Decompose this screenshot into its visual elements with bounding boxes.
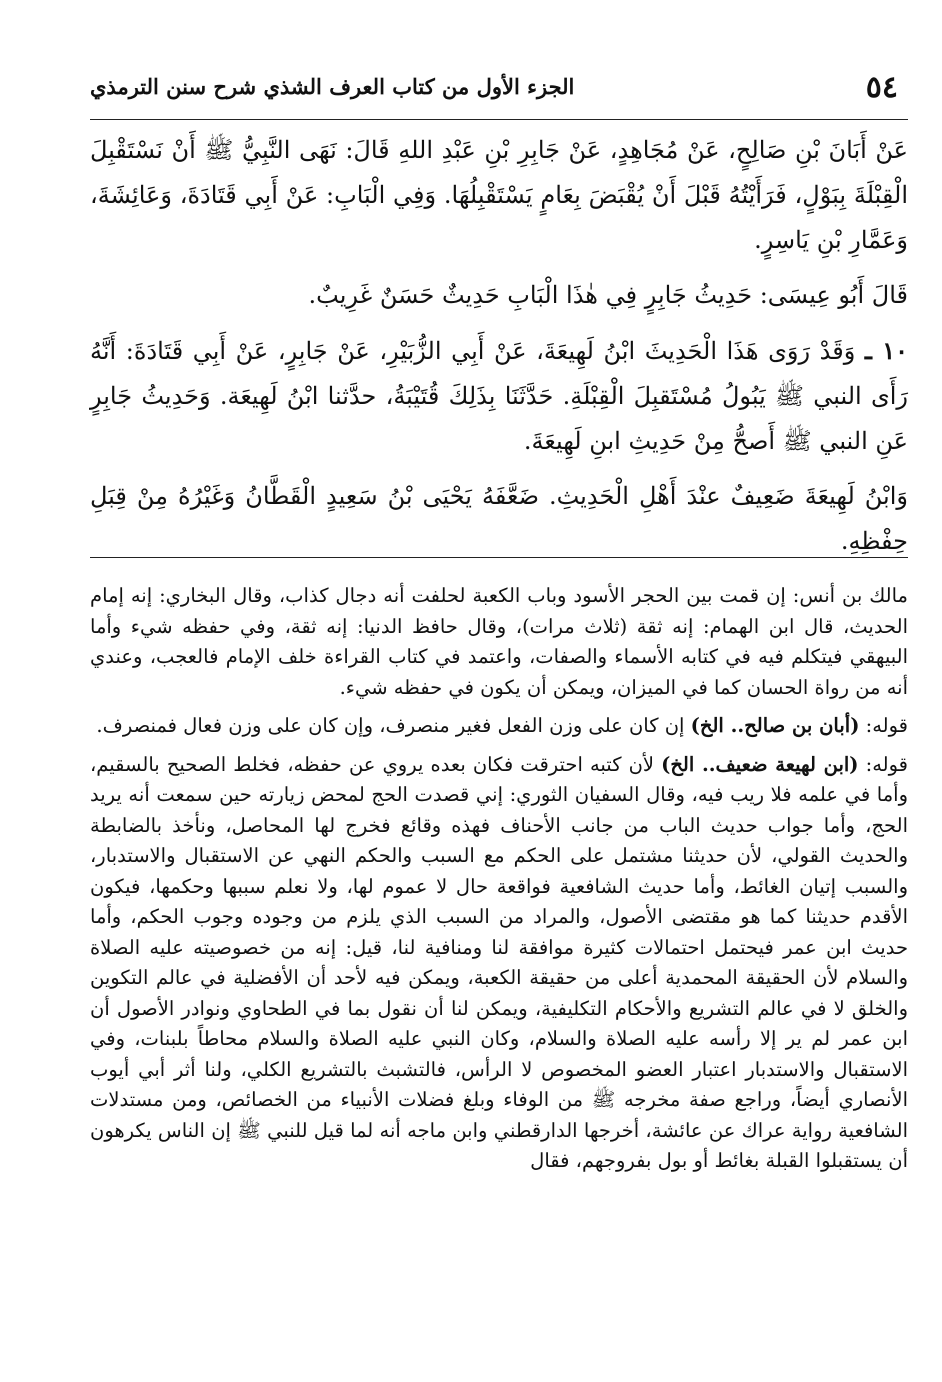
quoted-phrase: (ابن لهيعة ضعيف.. الخ): [661, 752, 859, 776]
footnote-divider: [90, 557, 908, 558]
hadith-paragraph: قَالَ أَبُو عِيسَى: حَدِيثُ جَابِرٍ فِي هٰذَا الْبَابِ حَدِيثٌ حَسَنٌ غَرِيبٌ.: [308, 281, 908, 309]
commentary-body: إن كان على وزن الفعل فغير منصرف، وإن كان على وزن فعال فمنصرف.: [96, 714, 685, 737]
header-divider: [90, 119, 908, 120]
commentary-paragraph: مالك بن أنس: إن قمت بين الحجر الأسود وباب الكعبة لحلفت أنه دجال كذاب، وقال البخاري: إنه إمام الحديث، قال ابن الهمام: إنه ثقة (ثلاث مرات)، وقال حافظ الدنيا: إنه ثقة، وفي حفظه شيء وأما البيهقي فيتكلم فيه في كتابه الأسماء والصفات، واعتمد في كتاب القراءة خلف الإمام فالعجب، وعندي أنه من رواة الحسان كما في الميزان، ويمكن أن يكون في حفظه شيء.: [90, 584, 908, 699]
hadith-paragraph: عَنْ أَبَانَ بْنِ صَالِحٍ، عَنْ مُجَاهِدٍ، عَنْ جَابِرِ بْنِ عَبْدِ اللهِ قَالَ: نَهَى النَّبِيُّ ﷺ أَنْ نَسْتَقْبِلَ الْقِبْلَةَ بِبَوْلٍ، فَرَأَيْتُهُ قَبْلَ أَنْ يُقْبَضَ بِعَامٍ يَسْتَقْبِلُهَا. وَفِي الْبَابِ: عَنْ أَبِي قَتَادَةَ، وَعَائِشَةَ، وَعَمَّارِ بْنِ يَاسِرٍ.: [90, 136, 909, 254]
commentary-body: لأن كتبه احترقت فكان بعده يروي عن حفظه، فخلط الصحيح بالسقيم، وأما في علمه فلا ريب فيه، وقال السفيان الثوري: إني قصدت الحج لمحض زيارته حين سمعت أنه يريد الحج، وأما جواب حديث الباب من جانب الأحناف فهذه وقائع فخرج لها المحاصل، ونأخذ بالضابطة والحديث القولي، لأن حديثنا مشتمل على الحكم مع السبب والحكم النهي عن الاستقبال والاستدبار، والسبب إتيان الغائط، وأما حديث الشافعية فواقعة حال لا عموم لها، ولا نعلم سببها وحكمها، فيكون الأقدم حديثنا كما هو مقتضى الأصول، والمراد من السبب الذي يلزم من وجوده وجوب الحكم، وأما حديث ابن عمر فيحتمل احتمالات كثيرة موافقة لنا ومنافية لنا، قيل: إنه من خصوصيته عليه الصلاة والسلام لأن الحقيقة المحمدية أعلى من حقيقة الكعبة، ويمكن فيه لأحد أن الأفضلية في عالم التكوين والخلق لا في عالم التشريع والأحكام التكليفية، ويمكن لنا أن نقول بما في الطحاوي ونوادر الأصول أن ابن عمر لم ير إلا رأسه عليه الصلاة والسلام، وكان النبي عليه الصلاة والسلام محاطاً بلبنات، وفي الاستقبال والاستدبار اعتبار العضو المخصوص لا الرأس، فالتشبث بالتشريع الكلي، ولنا أثر أبي أيوب الأنصاري أيضاً، وراجع صفة مخرجه ﷺ من الوفاء وبلغ فضلات الأنبياء من الخصائص، ومن مستدلات الشافعية رواية عراك عن عائشة، أخرجها الدارقطني وابن ماجه أنه لما قيل للنبي ﷺ إن الناس يكرهون أن يستقبلوا القبلة بغائط أو بول بفروجهم، فقال: [90, 752, 908, 1172]
commentary-paragraph: [90, 750, 908, 1177]
quote-prefix: قوله:: [865, 752, 908, 776]
page-number: ٥٤: [865, 70, 898, 105]
quote-prefix: قوله:: [865, 714, 908, 737]
hadith-paragraph-text: وَقَدْ رَوَى هَذَا الْحَدِيثَ ابْنُ لَهِيعَةَ، عَنْ أَبِي الزُّبَيْرِ، عَنْ جَابِرٍ، عَنْ أَبِي قَتَادَةَ: أَنَّهُ رَأَى النبي ﷺ يَبُولُ مُسْتَقبِلَ الْقِبْلَةِ. حَدَّثَنَا بِذَلِكَ قُتَيْبَةُ، حدَّثنا ابْنُ لَهِيعَة. وَحَدِيثُ جَابِرٍ عَنِ النبي ﷺ أَصحُّ مِنْ حَدِيثِ ابنِ لَهِيعَةَ.: [90, 337, 909, 455]
running-title: الجزء الأول من كتاب العرف الشذي شرح سنن الترمذي: [90, 74, 575, 99]
page-header: [90, 62, 908, 112]
commentary-text: [90, 581, 908, 1185]
hadith-text: [90, 128, 908, 574]
hadith-paragraph-numbered: [90, 328, 908, 464]
hadith-number: ١٠ ـ: [864, 336, 909, 365]
commentary-paragraph: [90, 711, 908, 742]
quoted-phrase: (أبان بن صالح.. الخ): [690, 714, 860, 737]
hadith-paragraph: وَابْنُ لَهِيعَةَ ضَعِيفٌ عنْدَ أَهْلِ الْحَدِيثِ. ضَعَّفَهُ يَحْيَى بْنُ سَعِيدٍ الْقَطَّانُ وَغَيْرُهُ مِنْ قِبَلِ حِفْظِهِ.: [90, 482, 908, 555]
